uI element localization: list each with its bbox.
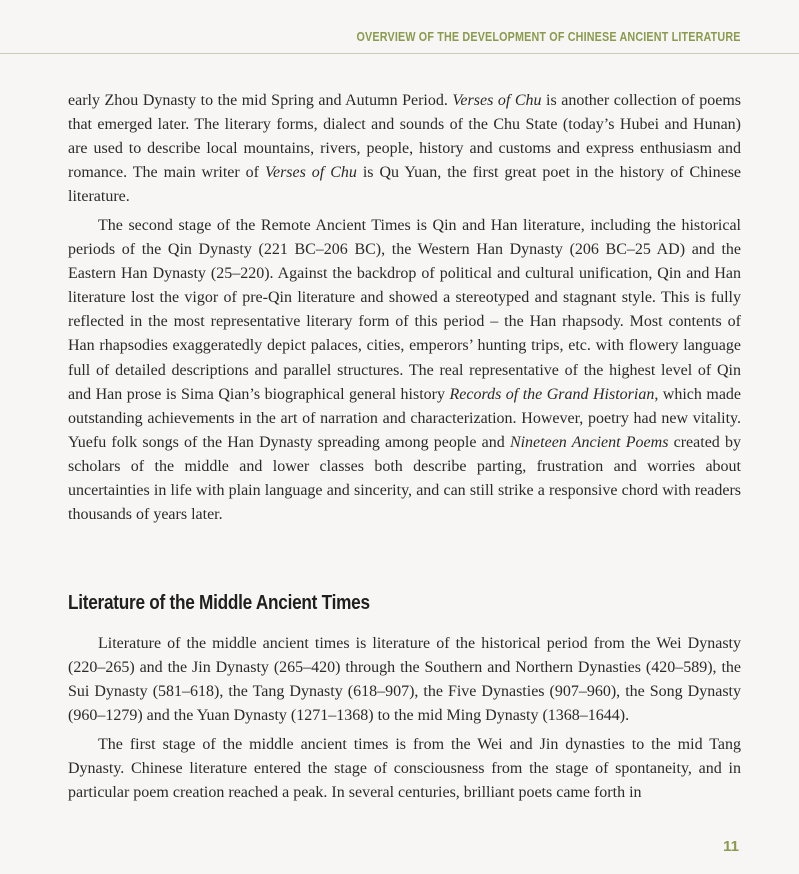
text-run: , which made outstanding achievements in the art of narration and characterization. However, poetry had new vitality. Yuefu folk songs of the Han Dynasty spreading among people and <box>68 385 742 451</box>
text-run: is Qu Yuan, the first great poet in the history of Chinese literature. <box>68 164 742 206</box>
book-title: Verses of Chu <box>452 92 542 109</box>
paragraph-text <box>68 214 741 527</box>
paragraph-middle-ancient-intro <box>68 632 741 728</box>
text-run: The second stage of the Remote Ancient Times is Qin and Han literature, including the historical periods of the Qin Dynasty (221 BC–206 BC), the Western Han Dynasty (206 BC–25 AD) and the Eastern Han Dynasty (25–220). Against the backdrop of political and cultural unification, Qin and Han literature lost the vigor of pre-Qin literature and showed a stereotyped and stagnant style. This is fully reflected in the most representative literary form of this period – the Han rhapsody. Most contents of Han rhapsodies exaggeratedly depict palaces, cities, emperors’ hunting trips, etc. with flowery language full of detailed descriptions and parallel structures. The real representative of the highest level of Qin and Han prose is Sima Qian’s biographical general history <box>68 217 741 403</box>
paragraph-continued <box>68 89 741 209</box>
book-title: Verses of Chu <box>264 164 357 182</box>
section-heading: Literature of the Middle Ancient Times <box>68 592 370 614</box>
page-number: 11 <box>723 838 739 855</box>
header-divider <box>0 53 799 54</box>
paragraph-text: The first stage of the middle ancient times is from the Wei and Jin dynasties to the mid Tang Dynasty. Chinese literature entered the stage of consciousness from the stage of spontaneity, and in particular poem creation reached a peak. In several centuries, brilliant poets came forth in <box>68 736 741 802</box>
paragraph-qin-han <box>68 214 741 527</box>
running-header: OVERVIEW OF THE DEVELOPMENT OF CHINESE ANCIENT LITERATURE <box>356 30 741 44</box>
paragraph-first-stage <box>68 733 741 805</box>
text-run: created by scholars of the middle and lower classes both describe parting, frustration and worries about uncertainties in life with plain language and sincerity, and can still strike a responsive chord with readers thousands of years later. <box>68 433 742 524</box>
book-title: Records of the Grand Historian <box>449 385 655 403</box>
paragraph-text <box>68 89 741 209</box>
text-run: early Zhou Dynasty to the mid Spring and Autumn Period. <box>68 92 453 109</box>
paragraph-text: Literature of the middle ancient times is literature of the historical period from the Wei Dynasty (220–265) and the Jin Dynasty (265–420) through the Southern and Northern Dynasties (420–589), the Sui Dynasty (581–618), the Tang Dynasty (618–907), the Five Dynasties (907–960), the Song Dynasty (960–1279) and the Yuan Dynasty (1271–1368) to the mid Ming Dynasty (1368–1644). <box>68 635 741 725</box>
book-title: Nineteen Ancient Poems <box>509 433 669 451</box>
text-run: is another collection of poems that emerged later. The literary forms, dialect and sounds of the Chu State (today’s Hubei and Hunan) are used to describe local mountains, rivers, people, history and customs and express enthusiasm and romance. The main writer of <box>68 92 742 182</box>
